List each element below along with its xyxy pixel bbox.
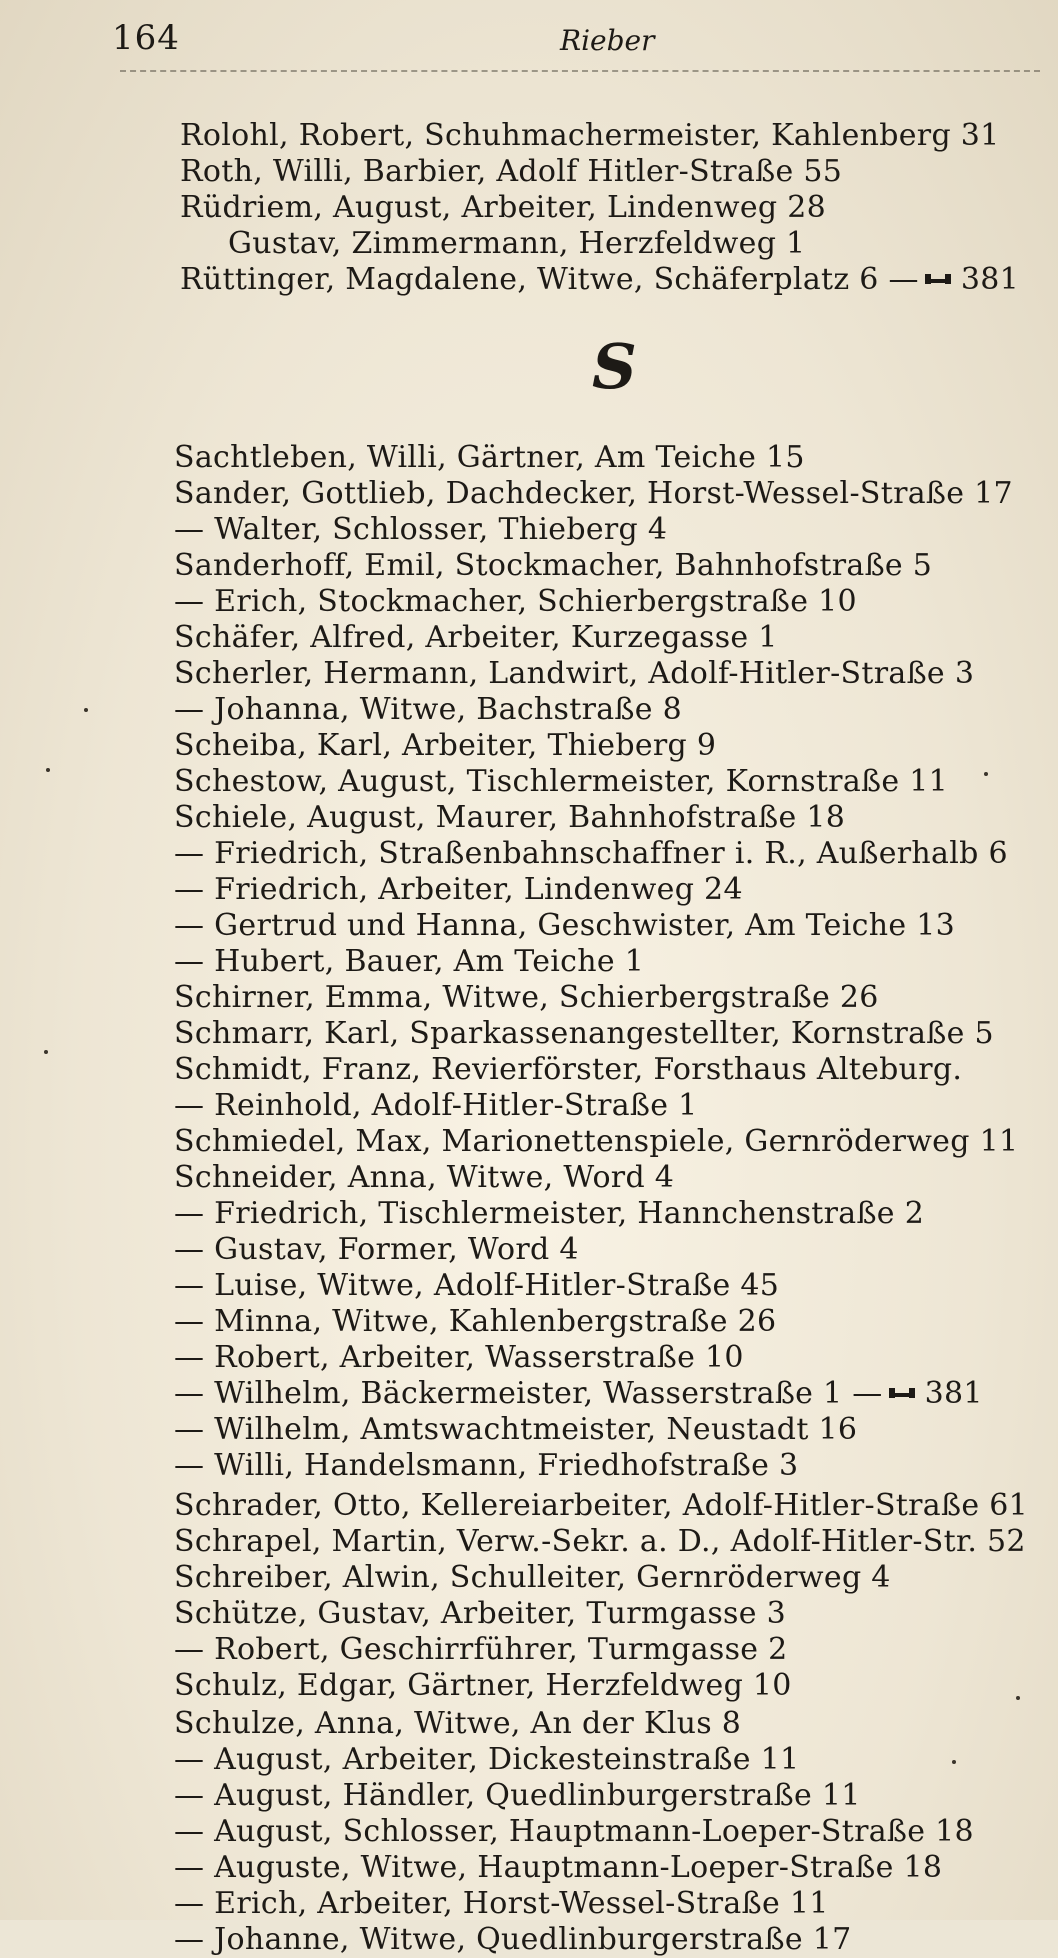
- directory-entry: [174, 1488, 1028, 1524]
- directory-entry: [180, 118, 1000, 154]
- entry-text: — Minna, Witwe, Kahlenbergstraße 26: [174, 1304, 777, 1339]
- directory-entry: [174, 1016, 994, 1052]
- section-letter: S: [592, 330, 637, 403]
- directory-entry: [174, 1196, 924, 1232]
- directory-entry: [174, 620, 778, 656]
- directory-entry: [174, 1922, 852, 1958]
- entry-text: Schneider, Anna, Witwe, Word 4: [174, 1160, 675, 1195]
- entry-text: — Luise, Witwe, Adolf-Hitler-Straße 45: [174, 1268, 780, 1303]
- directory-entry: [174, 1124, 1018, 1160]
- directory-entry: [174, 584, 857, 620]
- entry-text: Schütze, Gustav, Arbeiter, Turmgasse 3: [174, 1596, 787, 1631]
- entry-text: Schrapel, Martin, Verw.-Sekr. a. D., Adolf-Hitler-Str. 52: [174, 1524, 1026, 1559]
- directory-entry: [174, 1596, 786, 1632]
- directory-entry: [174, 1742, 799, 1778]
- header-rule: [120, 70, 1040, 72]
- running-head: Rieber: [560, 24, 655, 57]
- entry-text: Roth, Willi, Barbier, Adolf Hitler-Straße 55: [180, 154, 843, 189]
- directory-entry: [174, 836, 1008, 872]
- directory-entry: [174, 980, 879, 1016]
- entry-text: — Willi, Handelsmann, Friedhofstraße 3: [174, 1448, 799, 1483]
- entry-text: Schulze, Anna, Witwe, An der Klus 8: [174, 1706, 742, 1741]
- entry-text: — Johanna, Witwe, Bachstraße 8: [174, 692, 683, 727]
- directory-entry: [228, 226, 805, 262]
- directory-entry: [174, 1376, 983, 1412]
- entry-text: — August, Händler, Quedlinburgerstraße 11: [174, 1778, 861, 1813]
- entry-text: — Auguste, Witwe, Hauptmann-Loeper-Straße 18: [174, 1850, 943, 1885]
- directory-entry: [180, 262, 1019, 298]
- entry-text: — Reinhold, Adolf-Hitler-Straße 1: [174, 1088, 698, 1123]
- directory-entry: [180, 190, 826, 226]
- directory-entry: [174, 1632, 788, 1668]
- entry-text: — Walter, Schlosser, Thieberg 4: [174, 512, 668, 547]
- directory-entry: [174, 944, 644, 980]
- entry-text: Sachtleben, Willi, Gärtner, Am Teiche 15: [174, 440, 805, 475]
- entry-text: — Johanne, Witwe, Quedlinburgerstraße 17: [174, 1922, 852, 1957]
- entry-text: Schiele, August, Maurer, Bahnhofstraße 18: [174, 800, 846, 835]
- directory-entry: [174, 872, 743, 908]
- directory-entry: [174, 908, 955, 944]
- entry-text: Gustav, Zimmermann, Herzfeldweg 1: [228, 226, 806, 261]
- directory-entry: [174, 1340, 744, 1376]
- directory-entry: [174, 728, 716, 764]
- entry-text: Schrader, Otto, Kellereiarbeiter, Adolf-Hitler-Straße 61: [174, 1488, 1028, 1523]
- directory-entry: [174, 512, 667, 548]
- telephone-icon: [889, 1388, 919, 1402]
- entry-text: — Robert, Geschirrführer, Turmgasse 2: [174, 1632, 788, 1667]
- entry-text: Sander, Gottlieb, Dachdecker, Horst-Wessel-Straße 17: [174, 476, 1013, 511]
- entry-text: — Erich, Stockmacher, Schierbergstraße 10: [174, 584, 857, 619]
- directory-entry: [174, 1706, 741, 1742]
- directory-entry: [174, 440, 805, 476]
- entry-text: Rüdriem, August, Arbeiter, Lindenweg 28: [180, 190, 827, 225]
- page-number: 164: [112, 18, 180, 58]
- directory-entry: [174, 656, 974, 692]
- telephone-icon: [925, 274, 955, 288]
- directory-entry: [174, 1052, 962, 1088]
- directory-entry: [174, 1268, 779, 1304]
- entry-text: Schmiedel, Max, Marionettenspiele, Gernröderweg 11: [174, 1124, 1019, 1159]
- print-speck: [984, 772, 988, 776]
- directory-entry: [174, 1814, 974, 1850]
- entry-text: — Friedrich, Tischlermeister, Hannchenstraße 2: [174, 1196, 925, 1231]
- entry-text: Schmidt, Franz, Revierförster, Forsthaus Alteburg.: [174, 1052, 963, 1087]
- entry-text: — August, Schlosser, Hauptmann-Loeper-Straße 18: [174, 1814, 974, 1849]
- print-speck: [1016, 1696, 1020, 1700]
- directory-entry: [174, 800, 845, 836]
- directory-entry: [174, 1088, 698, 1124]
- directory-entry: [174, 1232, 579, 1268]
- print-speck: [46, 768, 50, 772]
- directory-entry: [174, 1778, 861, 1814]
- entry-text: Rolohl, Robert, Schuhmachermeister, Kahlenberg 31: [180, 118, 1000, 153]
- directory-entry: [174, 1850, 942, 1886]
- entry-text: Sanderhoff, Emil, Stockmacher, Bahnhofstraße 5: [174, 548, 933, 583]
- phone-number: 381: [960, 262, 1020, 297]
- print-speck: [952, 1760, 956, 1764]
- directory-entry: [174, 1448, 798, 1484]
- entry-text: Schulz, Edgar, Gärtner, Herzfeldweg 10: [174, 1668, 792, 1703]
- entry-text: — Friedrich, Arbeiter, Lindenweg 24: [174, 872, 743, 907]
- entry-text: Schäfer, Alfred, Arbeiter, Kurzegasse 1: [174, 620, 778, 655]
- entry-text: — Erich, Arbeiter, Horst-Wessel-Straße 11: [174, 1886, 829, 1921]
- directory-entry: [174, 548, 932, 584]
- entry-text: Schreiber, Alwin, Schulleiter, Gernröderweg 4: [174, 1560, 891, 1595]
- directory-entry: [174, 1886, 829, 1922]
- entry-text: Schmarr, Karl, Sparkassenangestellter, Kornstraße 5: [174, 1016, 994, 1051]
- entry-text: Rüttinger, Magdalene, Witwe, Schäferplatz 6 —: [180, 262, 919, 297]
- entry-text: — Gertrud und Hanna, Geschwister, Am Teiche 13: [174, 908, 955, 943]
- entry-text: Schestow, August, Tischlermeister, Kornstraße 11: [174, 764, 949, 799]
- directory-entry: [174, 1304, 776, 1340]
- print-speck: [84, 708, 88, 712]
- print-speck: [44, 1050, 48, 1054]
- entry-text: — Gustav, Former, Word 4: [174, 1232, 579, 1267]
- entry-text: — Wilhelm, Bäckermeister, Wasserstraße 1 —: [174, 1376, 883, 1411]
- directory-entry: [174, 1560, 891, 1596]
- directory-entry: [174, 476, 1013, 512]
- entry-text: Scherler, Hermann, Landwirt, Adolf-Hitler-Straße 3: [174, 656, 975, 691]
- phone-number: 381: [924, 1376, 983, 1411]
- directory-entry: [180, 154, 842, 190]
- directory-entry: [174, 1160, 674, 1196]
- entry-text: — Robert, Arbeiter, Wasserstraße 10: [174, 1340, 744, 1375]
- entry-text: — August, Arbeiter, Dickesteinstraße 11: [174, 1742, 800, 1777]
- entry-text: — Wilhelm, Amtswachtmeister, Neustadt 16: [174, 1412, 858, 1447]
- entry-text: — Hubert, Bauer, Am Teiche 1: [174, 944, 645, 979]
- entry-text: Schirner, Emma, Witwe, Schierbergstraße 26: [174, 980, 879, 1015]
- entry-text: Scheiba, Karl, Arbeiter, Thieberg 9: [174, 728, 717, 763]
- directory-entry: [174, 1524, 1026, 1560]
- directory-entry: [174, 764, 948, 800]
- directory-entry: [174, 1668, 792, 1704]
- entry-text: — Friedrich, Straßenbahnschaffner i. R., Außerhalb 6: [174, 836, 1008, 871]
- directory-entry: [174, 692, 682, 728]
- directory-entry: [174, 1412, 857, 1448]
